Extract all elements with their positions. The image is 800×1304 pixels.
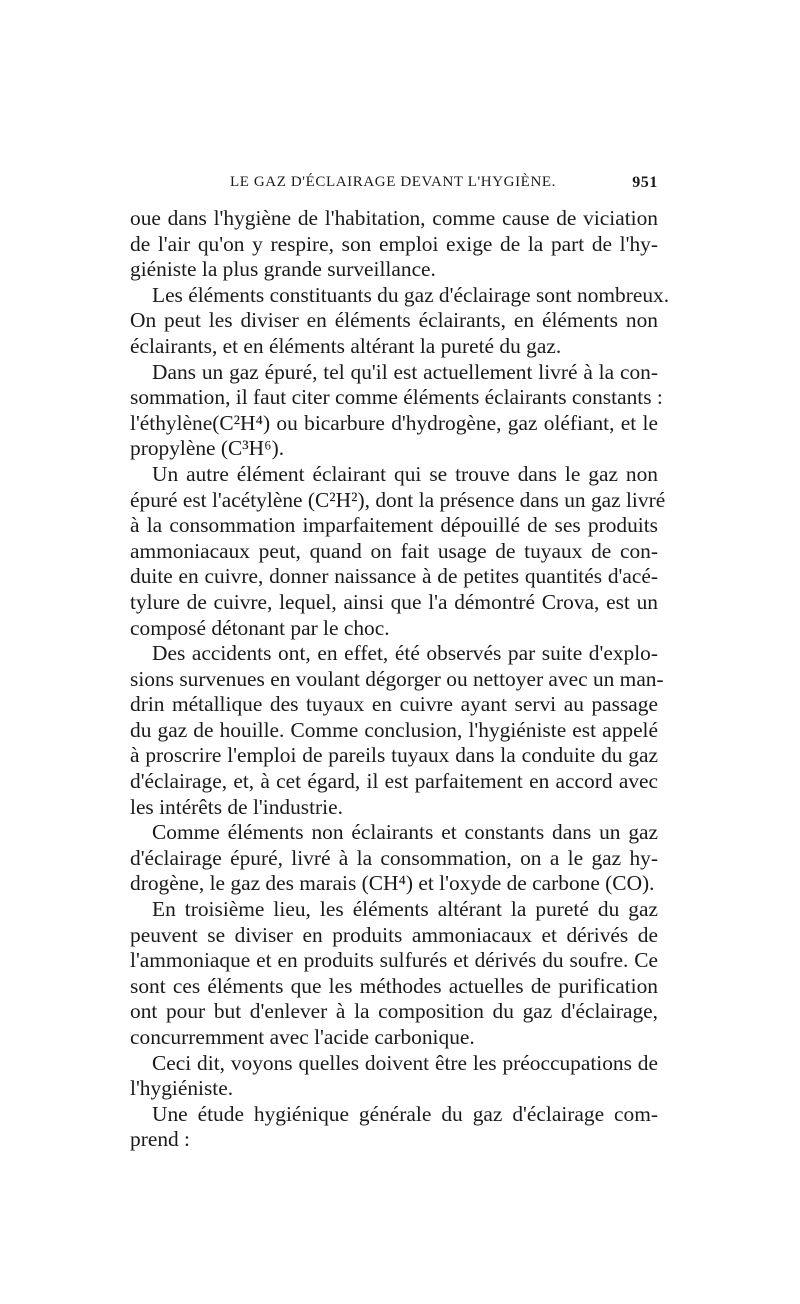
text-line: d'éclairage épuré, livré à la consommation, on a le gaz hy- — [130, 845, 658, 870]
paragraph — [130, 206, 658, 283]
paragraph — [130, 359, 663, 462]
text-line: l'ammoniaque et en produits sulfurés et dérivés du soufre. Ce — [130, 948, 658, 973]
text-line: Comme éléments non éclairants et constants dans un gaz — [152, 820, 658, 845]
text-line: drin métallique des tuyaux en cuivre ayant servi au passage — [130, 692, 658, 717]
text-line: composé détonant par le choc. — [130, 615, 390, 640]
text-line: Une étude hygiénique générale du gaz d'éclairage com- — [152, 1101, 658, 1126]
text-line: peuvent se diviser en produits ammoniacaux et dérivés de — [130, 922, 658, 947]
paragraph — [130, 820, 658, 897]
text-line: duite en cuivre, donner naissance à de petites quantités d'acé- — [130, 564, 658, 589]
text-line: En troisième lieu, les éléments altérant la pureté du gaz — [152, 897, 658, 922]
paragraph — [130, 461, 666, 641]
paragraph — [130, 282, 670, 360]
text-line: du gaz de houille. Comme conclusion, l'hygiéniste est appelé — [130, 717, 658, 742]
text-line: à la consommation imparfaitement dépouillé de ses produits — [130, 513, 658, 538]
body-text — [130, 206, 670, 1153]
text-line: Un autre élément éclairant qui se trouve dans le gaz non — [152, 461, 658, 486]
text-line: Ceci dit, voyons quelles doivent être les préoccupations de — [152, 1050, 658, 1075]
text-line: sommation, il faut citer comme éléments éclairants constants : — [130, 385, 663, 410]
text-line: On peut les diviser en éléments éclairants, en éléments non — [130, 308, 658, 333]
text-line: concurremment avec l'acide carbonique. — [130, 1025, 475, 1049]
text-line: éclairants, et en éléments altérant la pureté du gaz. — [130, 333, 562, 358]
running-head — [130, 170, 658, 196]
text-line: prend : — [130, 1127, 190, 1152]
paragraph — [130, 1051, 658, 1102]
text-line: oue dans l'hygiène de l'habitation, comme cause de viciation — [130, 206, 658, 230]
text-line: l'hygiéniste. — [130, 1076, 234, 1101]
text-line: giéniste la plus grande surveillance. — [130, 257, 436, 282]
text-line: épuré est l'acétylène (C²H²), dont la présence dans un gaz livré — [130, 487, 666, 512]
text-line: propylène (C³H⁶). — [130, 436, 285, 461]
text-line: à proscrire l'emploi de pareils tuyaux dans la conduite du gaz — [130, 743, 658, 768]
book-page — [130, 170, 670, 1153]
text-line: Des accidents ont, en effet, été observés par suite d'explo- — [152, 641, 658, 666]
text-line: tylure de cuivre, lequel, ainsi que l'a démontré Crova, est un — [130, 589, 658, 614]
text-line: Les éléments constituants du gaz d'éclairage sont nombreux. — [152, 282, 670, 307]
text-line: sions survenues en voulant dégorger ou nettoyer avec un man- — [130, 666, 664, 691]
page-number: 951 — [632, 174, 658, 191]
text-line: ont pour but d'enlever à la composition du gaz d'éclairage, — [130, 999, 658, 1024]
paragraph — [130, 641, 664, 820]
text-line: l'éthylène(C²H⁴) ou bicarbure d'hydrogène, gaz oléfiant, et le — [130, 410, 658, 435]
text-line: les intérêts de l'industrie. — [130, 794, 343, 819]
paragraph — [130, 1102, 658, 1153]
paragraph — [130, 897, 658, 1051]
text-line: Dans un gaz épuré, tel qu'il est actuellement livré à la con- — [152, 359, 658, 384]
text-line: ammoniacaux peut, quand on fait usage de tuyaux de con- — [130, 538, 658, 563]
text-line: de l'air qu'on y respire, son emploi exige de la part de l'hy- — [130, 231, 658, 256]
running-title: LE GAZ D'ÉCLAIRAGE DEVANT L'HYGIÈNE. — [230, 174, 556, 190]
text-line: drogène, le gaz des marais (CH⁴) et l'oxyde de carbone (CO). — [130, 871, 655, 896]
text-line: sont ces éléments que les méthodes actuelles de purification — [130, 973, 658, 998]
text-line: d'éclairage, et, à cet égard, il est parfaitement en accord avec — [130, 769, 658, 794]
